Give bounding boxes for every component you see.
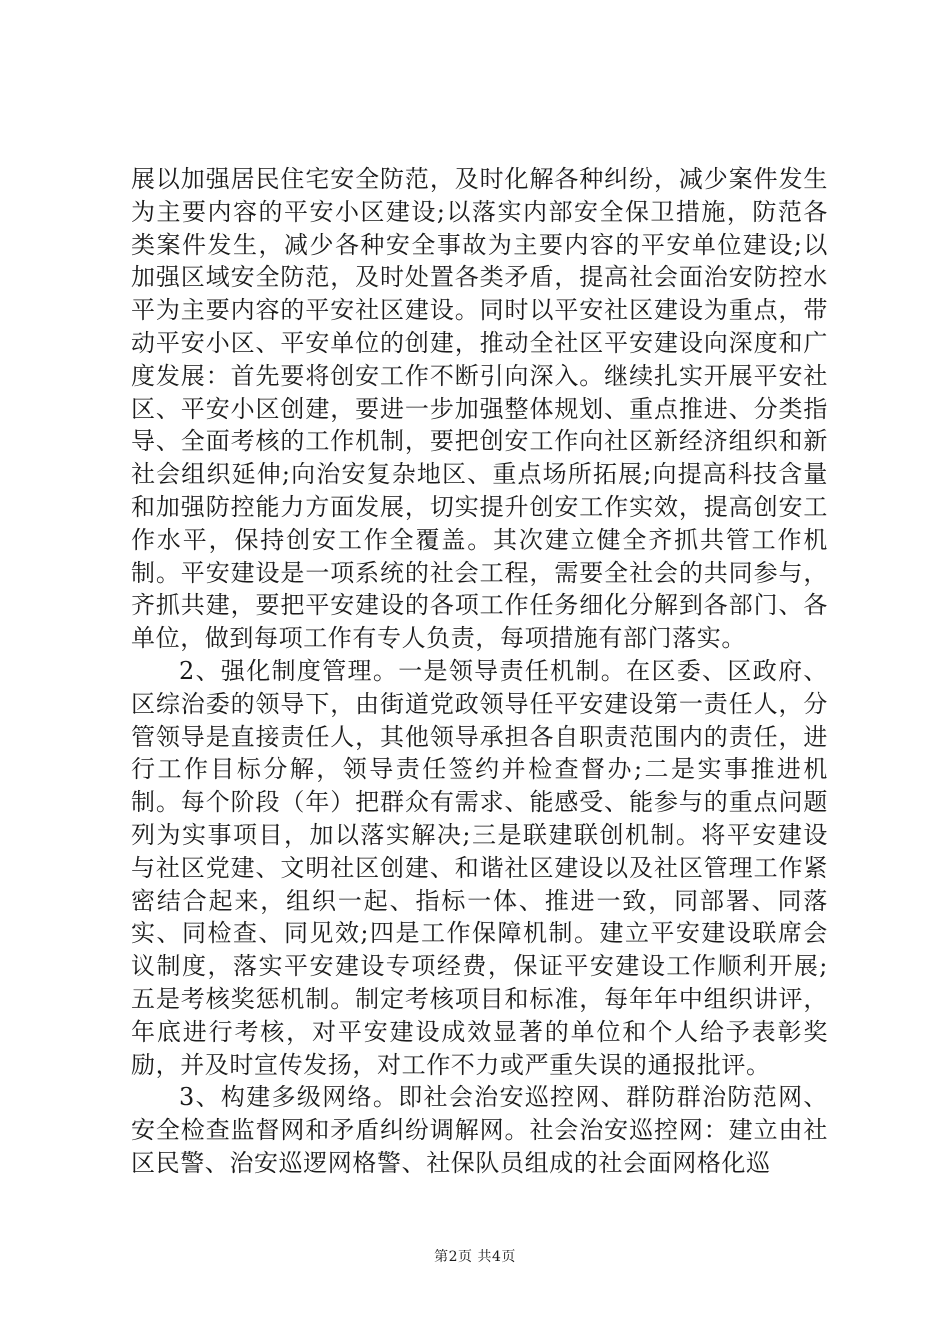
page-number-footer: 第2页 共4页 [434,1249,516,1265]
paragraph-continuation: 展以加强居民住宅安全防范，及时化解各种纠纷，减少案件发生为主要内容的平安小区建设;以落实内部安全保卫措施，防范各类案件发生，减少各种安全事故为主要内容的平安单位建设;以加强区域安全防范，及时处置各类矛盾，提高社会面治安防控水平为主要内容的平安社区建设。同时以平安社区建设为重点，带动平安小区、平安单位的创建，推动全社区平安建设向深度和广度发展：首先要将创安工作不断引向深入。继续扎实开展平安社区、平安小区创建，要进一步加强整体规划、重点推进、分类指导、全面考核的工作机制，要把创安工作向社区新经济组织和新社会组织延伸;向治安复杂地区、重点场所拓展;向提高科技含量和加强防控能力方面发展，切实提升创安工作实效，提高创安工作水平，保持创安工作全覆盖。其次建立健全齐抓共管工作机制。平安建设是一项系统的社会工程，需要全社会的共同参与，齐抓共建，要把平安建设的各项工作任务细化分解到各部门、各单位，做到每项工作有专人负责，每项措施有部门落实。 [131,165,828,653]
paragraph-multilevel-network: 3、构建多级网络。即社会治安巡控网、群防群治防范网、安全检查监督网和矛盾纠纷调解网。社会治安巡控网：建立由社区民警、治安巡逻网格警、社保队员组成的社会面网格化巡 [131,1083,828,1177]
paragraph-system-management: 2、强化制度管理。一是领导责任机制。在区委、区政府、区综治委的领导下，由街道党政领导任平安建设第一责任人，分管领导是直接责任人，其他领导承担各自职责范围内的责任，进行工作目标分解，领导责任签约并检查督办;二是实事推进机制。每个阶段（年）把群众有需求、能感受、能参与的重点问题列为实事项目，加以落实解决;三是联建联创机制。将平安建设与社区党建、文明社区创建、和谐社区建设以及社区管理工作紧密结合起来，组织一起、指标一体、推进一致，同部署、同落实、同检查、同见效;四是工作保障机制。建立平安建设联席会议制度，落实平安建设专项经费，保证平安建设工作顺利开展;五是考核奖惩机制。制定考核项目和标准，每年年中组织讲评，年底进行考核，对平安建设成效显著的单位和个人给予表彰奖励，并及时宣传发扬，对工作不力或严重失误的通报批评。 [131,656,828,1079]
document-body [131,163,828,1180]
